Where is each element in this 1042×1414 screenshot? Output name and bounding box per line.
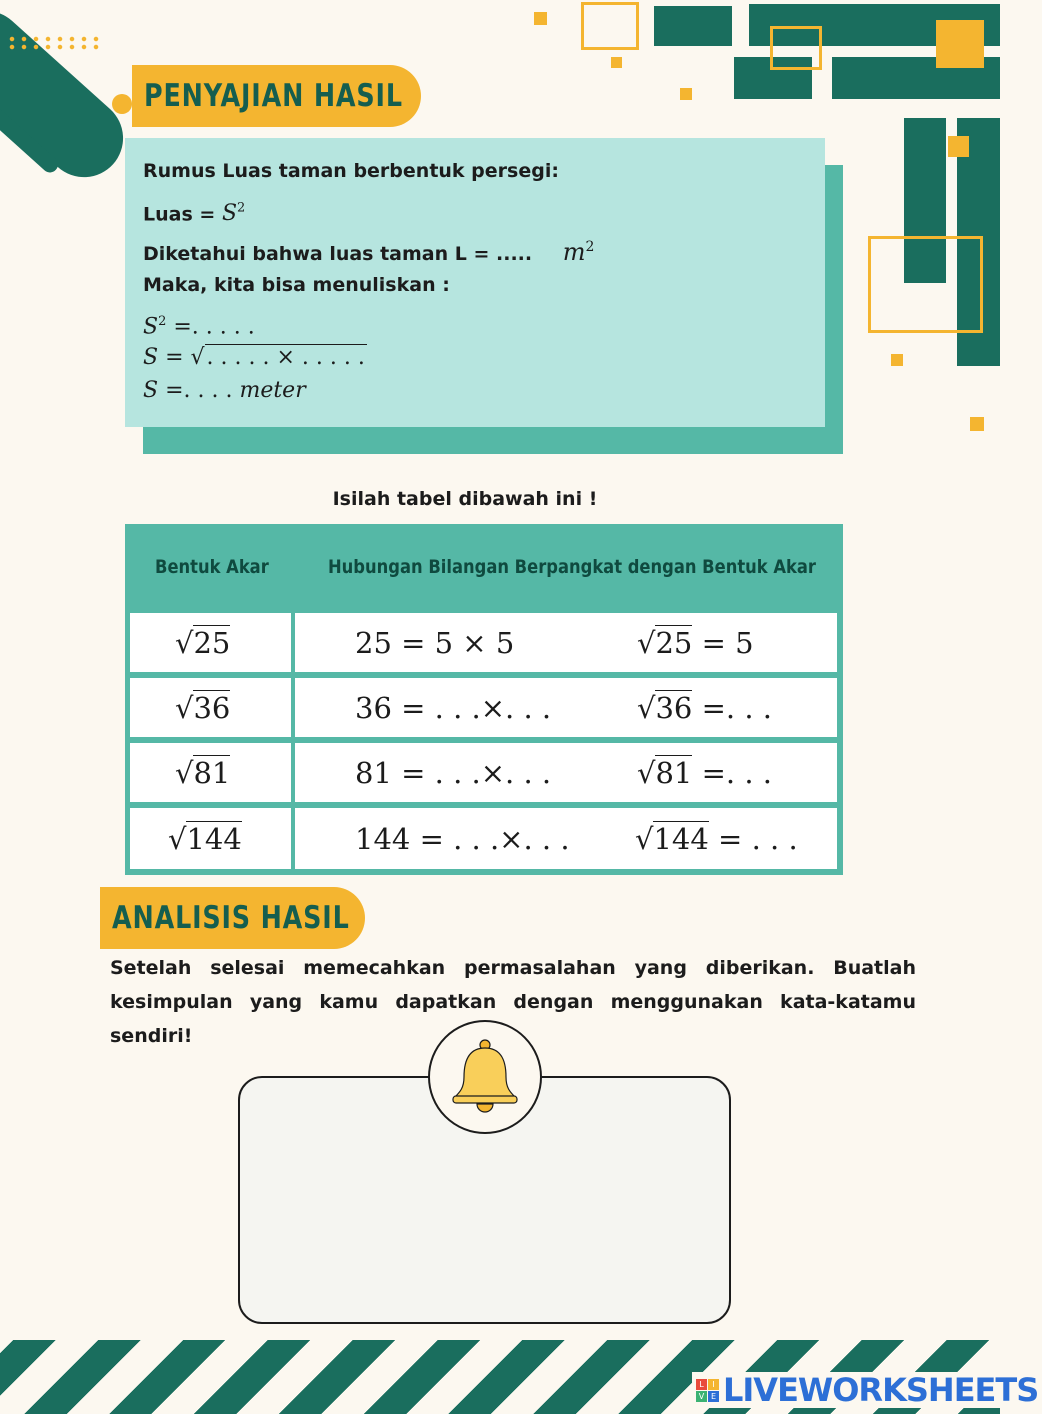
liveworksheets-logo — [692, 1372, 1042, 1408]
table-cell-root — [130, 678, 291, 737]
relation-expression: 36 = . . .×. . . — [355, 690, 552, 725]
logo-blocks-icon: L I V E — [696, 1379, 719, 1402]
table-header-hubungan: Hubungan Bilangan Berpangkat dengan Bentuk Akar — [328, 556, 816, 578]
section-banner-analisis — [100, 887, 365, 949]
formula-text: Luas = — [143, 203, 216, 226]
bell-icon — [430, 1022, 540, 1132]
deco-square — [936, 20, 984, 68]
formula-text: Maka, kita bisa menuliskan : — [143, 274, 450, 296]
table-cell-root — [130, 743, 291, 802]
result-expression: √81 =. . . — [637, 755, 772, 790]
section-title-analisis: ANALISIS HASIL — [112, 900, 350, 936]
result-expression: √36 =. . . — [637, 690, 772, 725]
table-cell-relation — [295, 808, 837, 869]
table-cell-relation — [295, 678, 837, 737]
section-title-penyajian: PENYAJIAN HASIL — [144, 78, 403, 114]
root-expression: √81 — [175, 755, 231, 790]
logo-text: LIVEWORKSHEETS — [723, 1371, 1039, 1409]
deco-dots — [6, 35, 102, 51]
deco-square — [611, 57, 622, 68]
formula-text: Rumus Luas taman berbentuk persegi: — [143, 160, 559, 182]
deco-square-outline — [770, 26, 822, 70]
relation-expression: 144 = . . .×. . . — [355, 821, 570, 856]
relation-expression: 81 = . . .×. . . — [355, 755, 552, 790]
formula-line-luas — [143, 190, 807, 228]
table-cell-root — [130, 613, 291, 672]
table-cell-root — [130, 808, 291, 869]
result-expression: √25 = 5 — [637, 625, 754, 660]
result-expression: √144 = . . . — [635, 821, 798, 856]
deco-square — [680, 88, 692, 100]
formula-line-diketahui — [143, 228, 807, 266]
bell-badge — [428, 1020, 542, 1134]
formula-line-rumus — [143, 152, 807, 190]
deco-bar — [654, 6, 732, 46]
table-cell-relation — [295, 613, 837, 672]
table-cell-relation — [295, 743, 837, 802]
equation-3: S =. . . . meter — [143, 378, 306, 403]
table-header-bentuk-akar: Bentuk Akar — [155, 556, 269, 578]
table-instruction: Isilah tabel dibawah ini ! — [332, 488, 598, 510]
deco-square — [534, 12, 547, 25]
analisis-instruction: Setelah selesai memecahkan permasalahan yang diberikan. Buatlah kesimpulan yang kamu dapatkan dengan menggunakan kata-katamu sendiri! — [110, 957, 916, 1047]
section-banner-penyajian — [132, 65, 421, 127]
root-expression: √36 — [175, 690, 231, 725]
deco-square — [970, 417, 984, 431]
deco-square-outline — [581, 2, 639, 50]
root-table — [125, 524, 843, 875]
formula-box — [125, 138, 825, 427]
formula-line-maka — [143, 266, 807, 304]
root-expression: √144 — [168, 821, 242, 856]
deco-square — [891, 354, 903, 366]
equation-2: S = √. . . . . × . . . . . — [143, 345, 365, 370]
equation-1: $S^2$ =. . . . . — [143, 314, 255, 340]
root-expression: √25 — [175, 625, 231, 660]
deco-square-outline — [868, 236, 983, 333]
deco-yellow-dot — [112, 94, 132, 114]
math-var: $S^2$ — [221, 201, 246, 227]
deco-top-left — [0, 0, 130, 200]
math-unit: $m^2$ — [562, 238, 595, 266]
formula-text: Diketahui bahwa luas taman L = ..... — [143, 243, 533, 265]
relation-expression: 25 = 5 × 5 — [355, 625, 515, 660]
deco-square — [948, 136, 969, 157]
